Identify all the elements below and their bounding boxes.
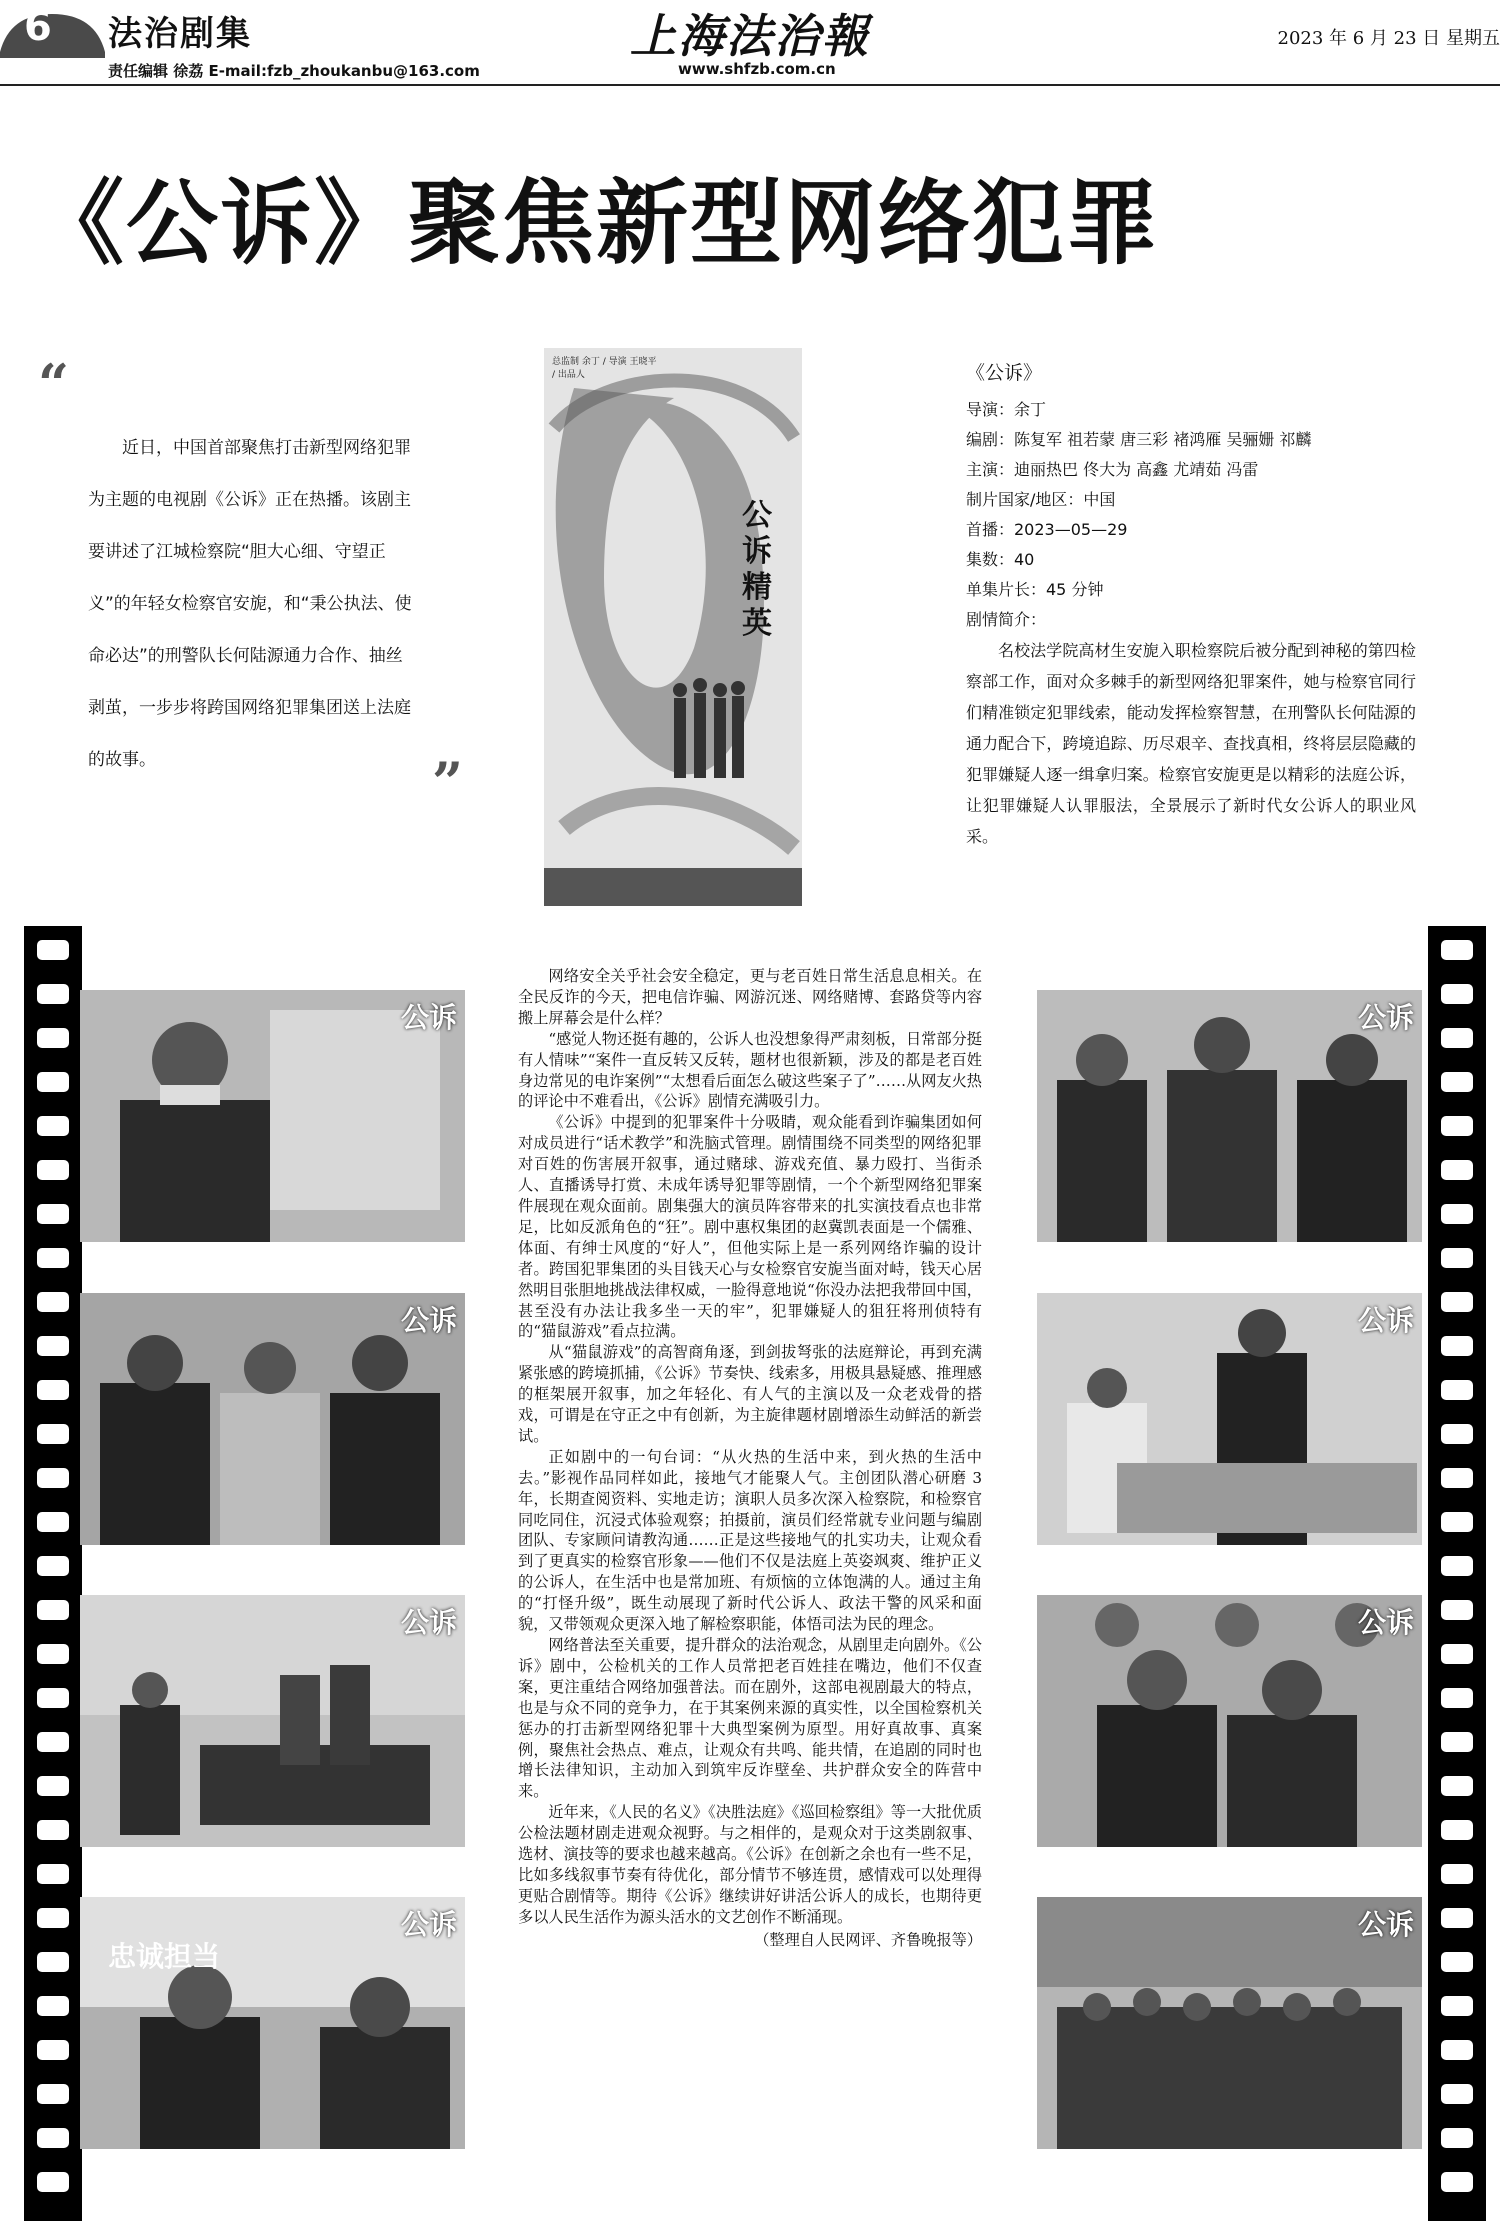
film-sprocket-hole [1441,1292,1473,1312]
open-quote-mark: “ [38,352,70,416]
article-source: （整理自人民网评、齐鲁晚报等） [754,1930,982,1949]
intro-text: 近日，中国首部聚焦打击新型网络犯罪为主题的电视剧《公诉》正在热播。该剧主要讲述了江城检察院“胆大心细、守望正义”的年轻女检察官安旎，和“秉公执法、使命必达”的刑警队长何陆源通力合作、抽丝剥茧，一步步将跨国网络犯罪集团送上法庭的故事。 [88,438,412,770]
info-country: 制片国家/地区：中国 [966,490,1116,509]
film-sprocket-hole [1441,1424,1473,1444]
film-strip-left [24,926,82,2221]
photo-logo: 公诉 [1357,1908,1414,1941]
still-photo [1037,1897,1422,2149]
film-sprocket-hole [1441,1160,1473,1180]
film-sprocket-hole [37,1820,69,1840]
page-number: 6 [24,4,52,50]
still-photo [1037,990,1422,1242]
article-paragraph: 从“猫鼠游戏”的高智商角逐，到剑拔弩张的法庭辩论，再到充满紧张感的跨境抓捕，《公诉》节奏快、线索多，用极具悬疑感、推理感的框架展开叙事，加之年轻化、有人气的主演以及一众老戏骨的搭戏，可谓是在守正之中有创新，为主旋律题材剧增添生动鲜活的新尝试。 [518,1343,982,1445]
film-sprocket-hole [37,1336,69,1356]
film-sprocket-hole [37,1512,69,1532]
film-sprocket-hole [37,1072,69,1092]
film-sprocket-hole [1441,1908,1473,1928]
info-synopsis: 名校法学院高材生安旎入职检察院后被分配到神秘的第四检察部工作，面对众多棘手的新型网络犯罪案件，她与检察官同行们精准锁定犯罪线索，能动发挥检察智慧，在刑警队长何陆源的通力配合下，跨境追踪、历尽艰辛、查找真相，终将层层隐藏的犯罪嫌疑人逐一缉拿归案。检察官安旎更是以精彩的法庭公诉，让犯罪嫌疑人认罪服法，全景展示了新时代女公诉人的职业风采。 [966,641,1416,846]
photo-logo: 公诉 [400,1001,457,1034]
film-sprocket-hole [37,1864,69,1884]
photo-logo: 公诉 [400,1908,457,1941]
info-runtime: 单集片长：45 分钟 [966,580,1104,599]
info-synopsis-label: 剧情简介： [966,610,1047,629]
poster-credits: 总监制 余丁 / 导演 王晓平 / 出品人 [552,357,657,380]
film-sprocket-hole [1441,1468,1473,1488]
drama-info [966,358,1416,852]
film-sprocket-hole [1441,1116,1473,1136]
film-sprocket-hole [1441,1644,1473,1664]
header-rule [0,84,1500,86]
photo-logo: 公诉 [1357,1606,1414,1639]
photo-logo: 公诉 [400,1606,457,1639]
article-paragraph: 《公诉》中提到的犯罪案件十分吸睛，观众能看到诈骗集团如何对成员进行“话术教学”和洗脑式管理。剧情围绕不同类型的网络犯罪对百姓的伤害展开叙事，通过赌球、游戏充值、暴力殴打、当街杀人、直播诱导打赏、未成年诱导犯罪等剧情，一个个新型网络犯罪案件展现在观众面前。剧集强大的演员阵容带来的扎实演技看点也非常足，比如反派角色的“狂”。剧中惠权集团的赵冀凯表面是一个儒雅、体面、有绅士风度的“好人”，但他实际上是一系列网络诈骗的设计者。跨国犯罪集团的头目钱天心与女检察官安旎当面对峙，钱天心居然明目张胆地挑战法律权威，一脸得意地说“你没办法把我带回中国，甚至没有办法让我多坐一天的牢”，犯罪嫌疑人的狙狂将刑侦特有的“猫鼠游戏”看点拉满。 [518,1113,982,1341]
film-sprocket-hole [37,2084,69,2104]
still-photo [1037,1595,1422,1847]
issue-date: 2023 年 6 月 23 日 星期五 [1277,28,1500,49]
info-title: 《公诉》 [966,362,1043,384]
photo-logo: 公诉 [400,1304,457,1337]
poster-title: 公诉精英 [742,498,772,641]
film-sprocket-hole [37,1116,69,1136]
newspaper-masthead: 上海法治報 [630,9,870,63]
photo-logo: 公诉 [1357,1304,1414,1337]
film-sprocket-hole [1441,940,1473,960]
film-sprocket-hole [1441,1600,1473,1620]
film-sprocket-hole [37,2128,69,2148]
film-sprocket-hole [37,1028,69,1048]
film-sprocket-hole [1441,984,1473,1004]
film-sprocket-hole [1441,1028,1473,1048]
info-premiere: 首播：2023—05—29 [966,520,1128,539]
still-photo [80,1293,465,1545]
article-paragraph: 网络安全关乎社会安全稳定，更与老百姓日常生活息息相关。在全民反诈的今天，把电信诈骗、网游沉迷、网络赌博、套路贷等内容搬上屏幕会是什么样？ [518,967,982,1027]
drama-poster [544,348,802,906]
film-sprocket-hole [1441,1776,1473,1796]
film-sprocket-hole [37,1556,69,1576]
film-sprocket-hole [37,1468,69,1488]
film-sprocket-hole [37,1908,69,1928]
still-photo [1037,1293,1422,1545]
photo-banner-text: 忠诚担当 [108,1940,221,1973]
film-sprocket-hole [37,984,69,1004]
film-sprocket-hole [37,940,69,960]
film-sprocket-hole [37,1248,69,1268]
film-sprocket-hole [1441,1380,1473,1400]
film-sprocket-hole [37,1380,69,1400]
film-sprocket-hole [37,1644,69,1664]
film-sprocket-hole [37,1776,69,1796]
film-sprocket-hole [37,1204,69,1224]
film-sprocket-hole [1441,1204,1473,1224]
film-sprocket-hole [37,1996,69,2016]
still-photo [80,990,465,1242]
film-sprocket-hole [1441,2040,1473,2060]
article-paragraph: 正如剧中的一句台词：“从火热的生活中来，到火热的生活中去。”影视作品同样如此，接地气才能聚人气。主创团队潜心研磨 3 年，长期查阅资料、实地走访；演职人员多次深入检察院，和检察官同吃同住，沉浸式体验观察；拍摄前，演员们经常就专业问题与编剧团队、专家顾问请教沟通……正是这些接地气的扎实功夫，让观众看到了更真实的检察官形象——他们不仅是法庭上英姿飒爽、维护正义的公诉人，在生活中也是常加班、有烦恼的立体饱满的人。通过主角的“打怪升级”，既生动展现了新时代公诉人、政法干警的风采和面貌，又带领观众更深入地了解检察职能，体悟司法为民的理念。 [518,1447,982,1634]
film-sprocket-hole [37,1292,69,1312]
still-photo [80,1595,465,1847]
film-sprocket-hole [1441,1512,1473,1532]
film-sprocket-hole [1441,1864,1473,1884]
film-sprocket-hole [37,1600,69,1620]
film-sprocket-hole [1441,1820,1473,1840]
info-cast: 主演：迪丽热巴 佟大为 高鑫 尤靖茹 冯雷 [966,460,1259,479]
film-sprocket-hole [1441,1072,1473,1092]
film-sprocket-hole [1441,1248,1473,1268]
film-sprocket-hole [1441,1952,1473,1972]
film-sprocket-hole [1441,1688,1473,1708]
film-sprocket-hole [37,2172,69,2192]
film-sprocket-hole [37,1160,69,1180]
article-paragraph: 网络普法至关重要，提升群众的法治观念，从剧里走向剧外。《公诉》剧中，公检机关的工作人员常把老百姓挂在嘴边，他们不仅查案，更注重结合网络加强普法。而在剧外，这部电视剧最大的特点，也是与众不同的竞争力，在于其案例来源的真实性，以全国检察机关惩办的打击新型网络犯罪十大典型案例为原型。用好真故事、真案例，聚焦社会热点、难点，让观众有共鸣、能共情，在追剧的同时也增长法律知识，主动加入到筑牢反诈壁垒、共护群众安全的阵营中来。 [518,1636,982,1801]
close-quote-mark: ” [432,750,464,814]
film-sprocket-hole [1441,2172,1473,2192]
editor-line: 责任编辑 徐荔 E-mail:fzb_zhoukanbu@163.com [108,62,480,80]
film-strip-right [1428,926,1486,2221]
film-sprocket-hole [1441,1996,1473,2016]
newspaper-url: www.shfzb.com.cn [678,60,836,78]
film-sprocket-hole [1441,2084,1473,2104]
page-number-tab [0,12,105,64]
still-photo [80,1897,465,2149]
film-sprocket-hole [1441,2128,1473,2148]
film-sprocket-hole [37,1952,69,1972]
film-sprocket-hole [37,1732,69,1752]
info-writers: 编剧：陈复军 祖若蒙 唐三彩 褚鸿雁 吴骊姗 祁麟 [966,430,1312,449]
info-director: 导演：余丁 [966,400,1047,419]
main-article [518,966,982,1951]
film-sprocket-hole [37,2040,69,2060]
film-sprocket-hole [1441,1732,1473,1752]
film-sprocket-hole [37,1688,69,1708]
page-headline: 《公诉》聚焦新型网络犯罪 [32,170,1161,277]
info-episodes: 集数：40 [966,550,1035,569]
film-sprocket-hole [1441,1556,1473,1576]
article-paragraph: 近年来，《人民的名义》《决胜法庭》《巡回检察组》等一大批优质公检法题材剧走进观众视野。与之相伴的，是观众对于这类剧叙事、选材、演技等的要求也越来越高。《公诉》在创新之余也有一些不足，比如多线叙事节奏有待优化，部分情节不够连贯，感情戏可以处理得更贴合剧情等。期待《公诉》继续讲好讲活公诉人的成长，也期待更多以人民生活作为源头活水的文艺创作不断涌现。 [518,1803,982,1926]
film-sprocket-hole [1441,1336,1473,1356]
article-paragraph: “感觉人物还挺有趣的，公诉人也没想象得严肃刻板，日常部分挺有人情味”“案件一直反转又反转，题材也很新颖，涉及的都是老百姓身边常见的电诈案例”“太想看后面怎么破这些案子了”……从网友火热的评论中不难看出，《公诉》剧情充满吸引力。 [518,1029,982,1111]
film-sprocket-hole [37,1424,69,1444]
section-title: 法治剧集 [108,14,252,54]
photo-logo: 公诉 [1357,1001,1414,1034]
